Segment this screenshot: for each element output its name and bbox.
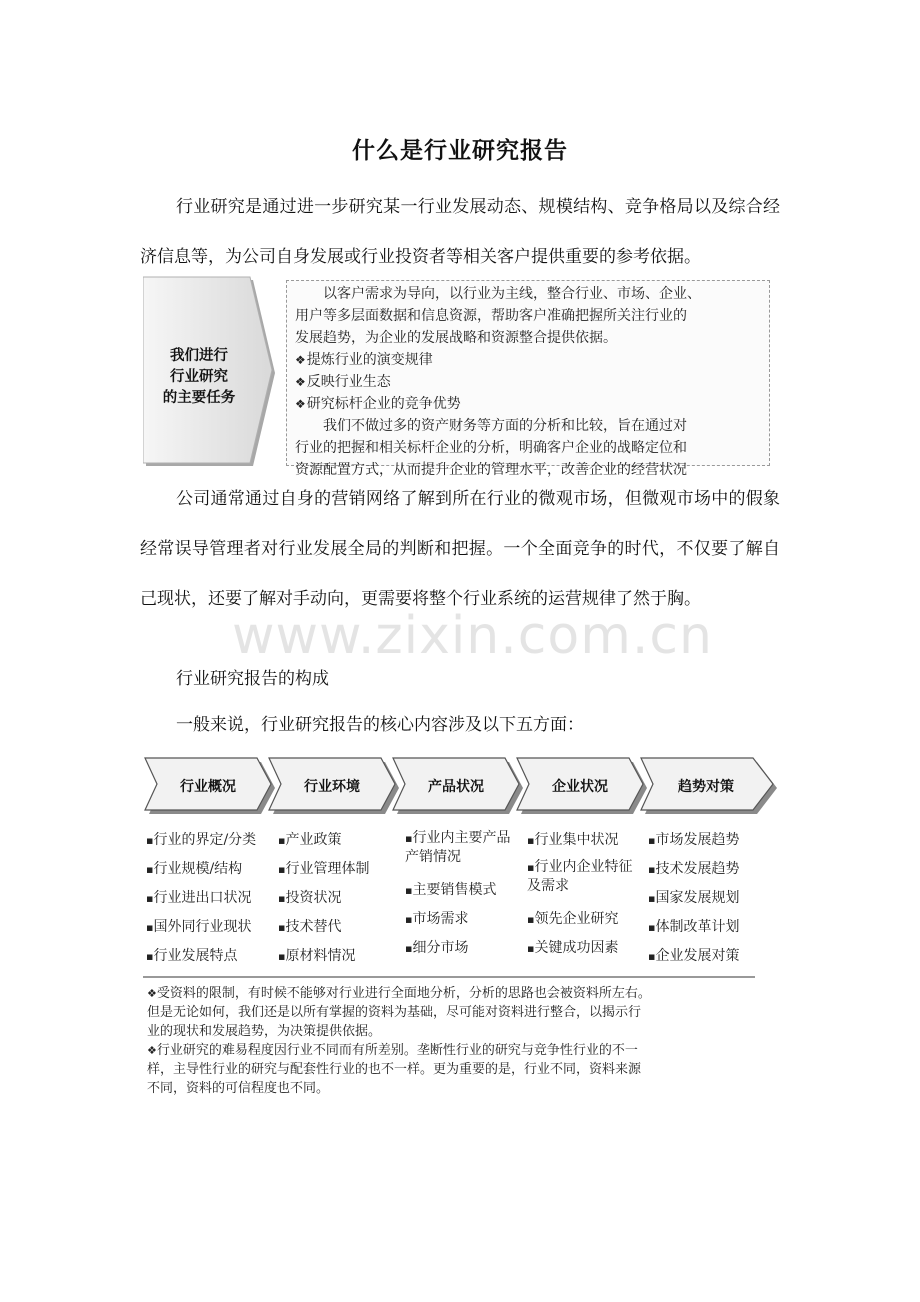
watermark: www.zixin.com.cn	[232, 606, 713, 666]
column-header: 企业状况	[552, 779, 608, 795]
column-header: 趋势对策	[678, 779, 734, 795]
note-line: 样，主导性行业的研究与配套性行业的也不一样。更为重要的是，行业不同，资料来源	[147, 1062, 642, 1077]
note-line: 业的现状和发展趋势，为决策提供依据。	[147, 1024, 382, 1039]
list-item: ▪ 企业发展对策	[648, 942, 774, 971]
list-item: ▪ 国家发展规划	[648, 884, 774, 913]
closing-line: 我们不做过多的资产财务等方面的分析和比较，旨在通过对	[323, 418, 687, 434]
intro-paragraph: 行业研究是通过进一步研究某一行业发展动态、规模结构、竞争格局以及综合经济信息等，为公司自身发展或行业投资者等相关客户提供重要的参考依据。	[140, 197, 780, 267]
list-item: ▪ 行业进出口状况	[146, 884, 272, 913]
column-items	[405, 826, 517, 963]
list-item: ▪ 细分市场	[405, 934, 517, 963]
list-item: ▪ 行业的界定/分类	[146, 826, 272, 855]
list-item: ▪ 市场需求	[405, 905, 517, 934]
intro-line: 以客户需求为导向，以行业为主线，整合行业、市场、企业、	[323, 286, 701, 302]
list-item: ▪ 技术发展趋势	[648, 855, 774, 884]
note-line: ❖ 行业研究的难易程度因行业不同而有所差别。垄断性行业的研究与竞争性行业的不一	[147, 1041, 759, 1060]
list-item: ▪ 主要销售模式	[405, 876, 517, 905]
research-tasks-figure	[143, 276, 781, 478]
intro-line: 发展趋势，为企业的发展战略和资源整合提供依据。	[295, 330, 617, 346]
list-item: ▪ 行业内企业特征及需求	[527, 855, 639, 896]
list-item: ▪ 技术替代	[278, 913, 404, 942]
task-line: 行业研究	[170, 369, 228, 385]
task-line: 的主要任务	[162, 390, 236, 406]
note-line: 但是无论如何，我们还是以所有掌握的资料为基础，尽可能对资料进行整合，以揭示行	[147, 1005, 642, 1020]
list-item: ▪ 市场发展趋势	[648, 826, 774, 855]
note-line: ❖ 受资料的限制，有时候不能够对行业进行全面地分析，分析的思路也会被资料所左右。	[147, 984, 759, 1003]
list-item: ▪ 领先企业研究	[527, 905, 639, 934]
list-item: ▪ 行业规模/结构	[146, 855, 272, 884]
task-label	[149, 346, 249, 409]
list-item: ▪ 原材料情况	[278, 942, 404, 971]
column-items	[146, 826, 272, 971]
intro-line: 用户等多层面数据和信息资源，帮助客户准确把握所关注行业的	[295, 308, 687, 324]
note-line: 不同，资料的可信程度也不同。	[147, 1081, 330, 1096]
list-item: ▪ 行业集中状况	[527, 826, 639, 855]
list-item: ▪ 投资状况	[278, 884, 404, 913]
closing-line: 资源配置方式，从而提升企业的管理水平，改善企业的经营状况	[295, 462, 687, 478]
list-item: ▪ 关键成功因素	[527, 934, 639, 963]
notes-block	[147, 984, 759, 1098]
column-header: 行业概况	[180, 779, 236, 795]
column-items	[278, 826, 404, 971]
list-item: ▪ 体制改革计划	[648, 913, 774, 942]
list-item: ▪ 行业发展特点	[146, 942, 272, 971]
task-bullet: ❖ 反映行业生态	[295, 371, 765, 393]
column-header: 行业环境	[304, 779, 360, 795]
task-line: 我们进行	[170, 348, 228, 364]
list-item: ▪ 行业管理体制	[278, 855, 404, 884]
column-items	[527, 826, 639, 963]
page-title: 什么是行业研究报告	[352, 137, 568, 164]
list-item: ▪ 国外同行业现状	[146, 913, 272, 942]
divider	[143, 976, 755, 978]
task-bullet: ❖ 研究标杆企业的竞争优势	[295, 393, 765, 415]
report-structure-figure	[143, 756, 783, 1106]
column-header: 产品状况	[428, 779, 484, 795]
section-heading: 行业研究报告的构成	[176, 669, 329, 689]
tasks-text	[295, 283, 765, 481]
closing-line: 行业的把握和相关标杆企业的分析，明确客户企业的战略定位和	[295, 440, 687, 456]
list-item: ▪ 行业内主要产品产销情况	[405, 826, 517, 867]
column-items	[648, 826, 774, 971]
section-intro: 一般来说，行业研究报告的核心内容涉及以下五方面：	[176, 715, 584, 735]
list-item: ▪ 产业政策	[278, 826, 404, 855]
market-paragraph: 公司通常通过自身的营销网络了解到所在行业的微观市场，但微观市场中的假象经常误导管理者对行业发展全局的判断和把握。一个全面竞争的时代，不仅要了解自己现状，还要了解对手动向，更需要将整个行业系统的运营规律了然于胸。	[140, 489, 780, 609]
task-bullet: ❖ 提炼行业的演变规律	[295, 349, 765, 371]
